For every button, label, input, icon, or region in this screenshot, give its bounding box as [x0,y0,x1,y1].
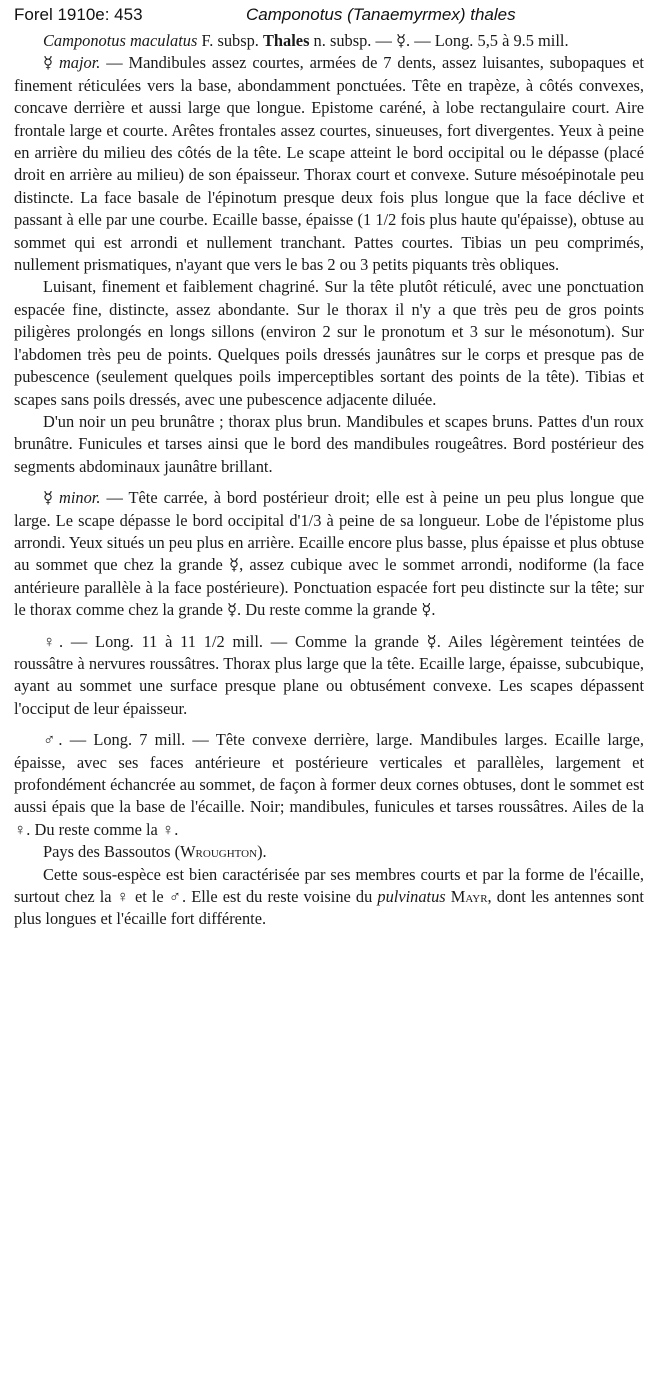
citation-reference: Forel 1910e: 453 [14,5,143,24]
major-text: — Mandibules assez courtes, armées de 7 dents, assez luisantes, subopaques et finement réticulées vers la base, abondamment ponctuées. Tête en trapèze, à côtés convexes, concave derrière et aussi large que longue. Epistome caréné, à lobe rectangulaire court. Aire frontale large et courte. Arêtes frontales assez courtes, sinueuses, fort divergentes. Yeux à peine en arrière du milieu des côtés de la tête. Le scape atteint le bord occipital ou le dépasse (placé droit en arrière au milieu) de son épaisseur. Thorax court et convexe. Suture mésoépinotale peu distincte. La face basale de l'épinotum presque deux fois plus longue que la face déclive et passant à elle par une courbe. Ecaille basse, épaisse (1 1/2 fois plus haute qu'épaisse), obtuse au sommet qui est arrondi et nullement tranchant. Pattes courtes. Tibias un peu comprimés, nullement prismatiques, n'ayant que vers le bas 2 ou 3 petits piquants très obliques. [14,53,644,275]
description-text [14,30,644,931]
page-header [14,5,654,27]
caste-label-minor: ☿ minor. [43,488,101,508]
paragraph-sculpture [14,276,644,410]
paragraph-female [14,631,644,721]
intro-rest: n. subsp. — ☿. — Long. 5,5 à 9.5 mill. [309,31,569,50]
collector-name: Wroughton [180,842,258,862]
taxon-title: Camponotus (Tanaemyrmex) thales [246,5,516,24]
sculpture-text: Luisant, finement et faiblement chagriné. Sur la tête plutôt réticulé, avec une ponctuation espacée fine, distincte, assez abondante. Sur le thorax il n'y a que très peu de gros points piligères prolongés en longs sillons (environ 2 sur le pronotum et 3 sur le mésonotum). Sur l'abdomen très peu de points. Quelques poils dressés jaunâtres sur le corps et presque pas de pubescence (seulement quelques poils imperceptibles sortant des points de la tête). Tibias et scapes sans poils dressés, avec une pubescence adjacente diluée. [14,277,644,409]
color-text: D'un noir un peu brunâtre ; thorax plus brun. Mandibules et scapes bruns. Pattes d'un roux brunâtre. Funicules et tarses ainsi que le bord des mandibules rougeâtres. Bord postérieur des segments abdominaux jaunâtre brillant. [14,411,644,476]
remarks-part3: , dont les antennes sont plus longues et l'écaille fort différente. [14,887,644,929]
paragraph-locality [14,841,644,863]
remarks-part1: Cette sous-espèce est bien caractérisée par ses membres courts et par la forme de l'écaille, surtout chez la ♀ et le ♂. Elle est du reste voisine du [14,864,644,907]
paragraph-major-worker [14,52,644,276]
paragraph-color [14,411,644,478]
male-text: ♂. — Long. 7 mill. — Tête convexe derrière, large. Mandibules larges. Ecaille large, épaisse, avec ses faces antérieure et postérieure verticales et parallèles, largement et profondément échancrée au sommet, de façon à former deux cornes obtuses, dont le sommet est aussi épais que la base de l'écaille. Noir; mandibules, funicules et tarses roussâtres. Ailes de la ♀. Du reste comme la ♀. [14,730,644,839]
related-species: pulvinatus [377,887,446,907]
subspecies-name: Thales [263,31,310,50]
caste-label-major: ☿ major. [43,53,101,73]
paragraph-remarks [14,864,644,931]
minor-text: — Tête carrée, à bord postérieur droit; elle est à peine un peu plus longue que large. Le scape dépasse le bord occipital d'1/3 à peine de sa longueur. Lobe de l'épistome plus arrondi. Yeux situés un peu plus en arrière. Ecaille encore plus basse, plus épaisse et plus obtuse au sommet que chez la grande ☿, assez cubique avec le sommet arrondi, nodiforme (la face antérieure parallèle à la face postérieure). Ponctuation espacée fort peu distincte sur la tête; sur le thorax comme chez la grande ☿. Du reste comme la grande ☿. [14,488,644,620]
locality-suffix: ). [257,842,267,862]
author-subsp: F. subsp. [197,31,263,50]
paragraph-male [14,729,644,841]
related-author: Mayr [450,887,488,907]
paragraph-intro [14,30,644,52]
paragraph-minor-worker [14,487,644,621]
locality-prefix: Pays des Bassoutos ( [43,842,181,862]
female-text: ♀. — Long. 11 à 11 1/2 mill. — Comme la grande ☿. Ailes légèrement teintées de roussâtre à nervures roussâtres. Thorax plus large que la tête. Ecaille large, épaisse, subcubique, ayant au sommet une surface presque plane ou obtusément convexe. Les scapes dépassent l'occiput de leur épaisseur. [14,631,644,718]
species-name: Camponotus maculatus [43,31,198,50]
